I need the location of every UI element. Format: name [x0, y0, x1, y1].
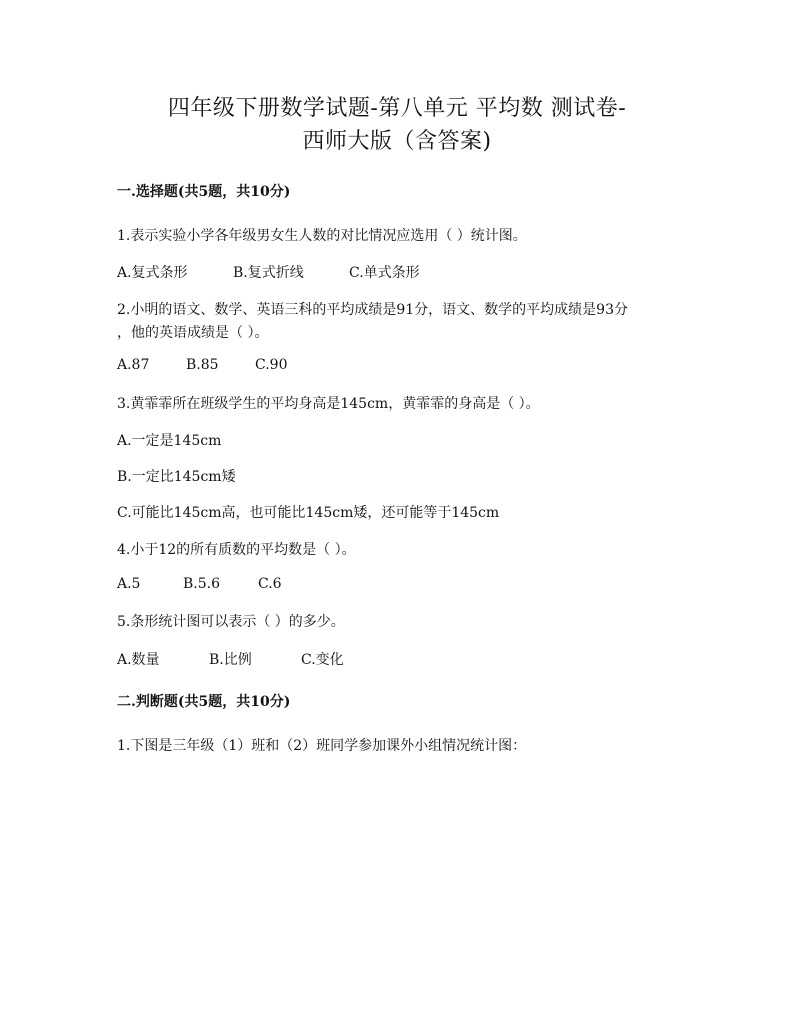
question-5-text: 5.条形统计图可以表示（ ）的多少。	[117, 614, 345, 630]
section-heading-multiple-choice: 一.选择题(共5题，共10分)	[117, 184, 291, 200]
question-3-text: 3.黄霏霏所在班级学生的平均身高是145cm，黄霏霏的身高是（ ）。	[117, 396, 540, 412]
question-2-option-c: C.90	[255, 357, 288, 373]
question-2-text-line-2: ，他的英语成绩是（ ）。	[117, 325, 269, 341]
question-4-options	[117, 576, 282, 592]
question-1-option-a: A.复式条形	[117, 265, 188, 281]
question-5-option-a: A.数量	[117, 652, 160, 668]
document-title-line-1: 四年级下册数学试题-第八单元 平均数 测试卷-	[167, 96, 627, 121]
judgment-1-text: 1.下图是三年级（1）班和（2）班同学参加课外小组情况统计图：	[117, 738, 527, 754]
question-2-text-line-1: 2.小明的语文、数学、英语三科的平均成绩是91分，语文、数学的平均成绩是93分	[117, 302, 628, 318]
question-4-text: 4.小于12的所有质数的平均数是（ ）。	[117, 542, 356, 558]
question-5-options	[117, 649, 344, 669]
question-2-options	[117, 357, 287, 373]
question-5-option-c: C.变化	[301, 652, 344, 668]
question-4-option-a: A.5	[117, 576, 141, 592]
question-4-option-b: B.5.6	[183, 576, 221, 592]
question-4-option-c: C.6	[258, 576, 282, 592]
document-title-line-2: 西师大版（含答案)	[302, 129, 492, 154]
question-1-option-b: B.复式折线	[233, 265, 304, 281]
section-heading-true-false: 二.判断题(共5题，共10分)	[117, 694, 291, 710]
question-2-option-a: A.87	[117, 357, 150, 373]
question-5-option-b: B.比例	[209, 652, 252, 668]
question-3-option-c: C.可能比145cm高，也可能比145cm矮，还可能等于145cm	[117, 505, 500, 521]
question-1-options	[117, 262, 420, 282]
question-2-option-b: B.85	[186, 357, 219, 373]
question-1-text: 1.表示实验小学各年级男女生人数的对比情况应选用（ ）统计图。	[117, 228, 527, 244]
question-3-option-a: A.一定是145cm	[117, 433, 222, 449]
question-1-option-c: C.单式条形	[349, 265, 420, 281]
question-3-option-b: B.一定比145cm矮	[117, 469, 236, 485]
